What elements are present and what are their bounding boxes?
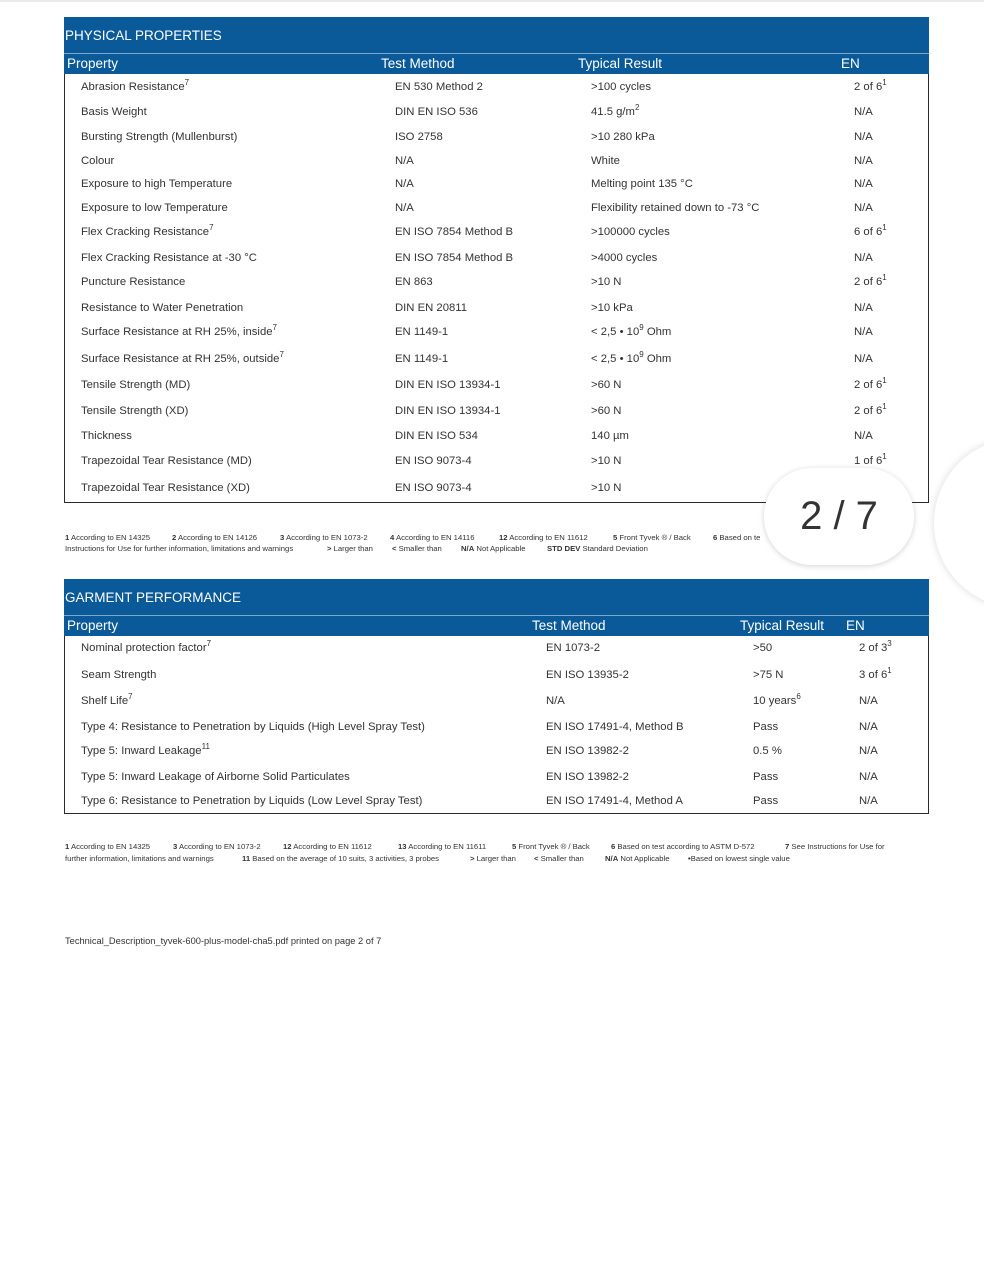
en-cell: 6 of $6^1$ [854,223,887,238]
test-method-cell: DIN EN ISO 534 [395,430,478,442]
page-indicator: 2 / 7 [764,468,914,565]
typical-result-cell: Melting point 135 °C [591,178,693,190]
property-cell: Puncture Resistance [81,276,186,288]
footnote-item: > Larger than [327,544,373,553]
en-cell: N/A [854,178,873,190]
test-method-cell: EN 1149-1 [395,326,449,338]
footnote-item: 3 According to EN 1073-2 [280,533,368,542]
footnote-item: < Smaller than [534,854,584,863]
typical-result-cell: >75 N [753,669,784,681]
table-header [64,615,929,636]
footnote-item: 12 According to EN 11612 [283,842,372,851]
en-cell: 2 of $3^3$ [859,639,892,654]
next-page-handle[interactable] [934,438,984,608]
property-cell: Type 5: Inward Leakage of Airborne Solid Particulates [81,771,350,783]
footnote-item: 11 Based on the average of 10 suits, 3 activities, 3 probes [242,854,440,863]
property-cell: Bursting Strength (Mullenburst) [81,131,238,143]
typical-result-cell: >10 kPa [591,302,633,314]
footnote-item: 6 Based on te [713,533,761,542]
en-cell: N/A [854,106,873,118]
header-test-method: Test Method [381,56,455,71]
property-cell: Nominal protection factor$^7$ [81,639,212,654]
en-cell: N/A [854,202,873,214]
header-property: Property [67,56,119,71]
test-method-cell: EN ISO 17491-4, Method B [546,721,684,733]
property-cell: Surface Resistance at RH 25%, inside$^7$ [81,323,277,338]
test-method-cell: ISO 2758 [395,131,443,143]
footnote-item: •Based on lowest single value [688,854,790,863]
typical-result-cell: < 2,5 • $10^9$ Ohm [591,350,672,365]
en-cell: 3 of $6^1$ [859,666,892,681]
typical-result-cell: >4000 cycles [591,252,658,264]
property-cell: Thickness [81,430,132,442]
typical-result-cell: >10 N [591,455,622,467]
footnote-item: > Larger than [470,854,516,863]
footnote-item: 12 According to EN 11612 [499,533,588,542]
en-cell: N/A [854,353,873,365]
footnote-item: 2 According to EN 14126 [172,533,258,542]
typical-result-cell: 0.5 % [753,745,782,757]
property-cell: Exposure to high Temperature [81,178,233,190]
property-cell: Shelf Life$^7$ [81,692,133,707]
typical-result-cell: >60 N [591,379,622,391]
typical-result-cell: Pass [753,721,779,733]
property-cell: Trapezoidal Tear Resistance (MD) [81,455,252,467]
en-cell: N/A [859,795,878,807]
test-method-cell: EN 1073-2 [546,642,601,654]
typical-result-cell: Pass [753,771,779,783]
test-method-cell: EN ISO 13935-2 [546,669,629,681]
en-cell: 2 of $6^1$ [854,78,887,93]
test-method-cell: N/A [395,155,414,167]
typical-result-cell: >60 N [591,405,622,417]
en-cell: 2 of $6^1$ [854,273,887,288]
en-cell: N/A [859,745,878,757]
en-cell: 2 of $6^1$ [854,376,887,391]
footnote-item: 5 Front Tyvek ® / Back [613,533,691,542]
table-header [64,53,929,74]
footnote-item: < Smaller than [392,544,442,553]
test-method-cell: EN ISO 7854 Method B [395,226,514,238]
property-cell: Tensile Strength (MD) [81,379,191,391]
property-cell: Basis Weight [81,106,147,118]
en-cell: N/A [859,695,878,707]
en-cell: N/A [854,326,873,338]
typical-result-cell: >10 280 kPa [591,131,655,143]
property-cell: Flex Cracking Resistance at -30 °C [81,252,257,264]
typical-result-cell: 10 years$^6$ [753,692,801,707]
header-typical-result: Typical Result [578,56,663,71]
property-cell: Type 5: Inward Leakage$^{11}$ [81,742,210,757]
footnote-item: 7 See Instructions for Use for [785,842,885,851]
test-method-cell: DIN EN 20811 [395,302,468,314]
en-cell: 2 of $6^1$ [854,402,887,417]
footnote-item: 5 Front Tyvek ® / Back [512,842,590,851]
section-title: PHYSICAL PROPERTIES [64,17,929,53]
test-method-cell: EN 863 [395,276,433,288]
test-method-cell: EN ISO 13982-2 [546,745,629,757]
header-property: Property [67,618,119,633]
en-cell: 1 of $6^1$ [854,452,887,467]
footnote-item: 1 According to EN 14325 [65,842,151,851]
garment-performance-section [64,579,929,814]
property-cell: Colour [81,155,115,167]
test-method-cell: DIN EN ISO 13934-1 [395,379,501,391]
footnote-item: further information, limitations and warnings [65,854,214,863]
footnote-item: 13 According to EN 11611 [398,842,487,851]
test-method-cell: EN 1149-1 [395,353,449,365]
footnote-item: N/A Not Applicable [605,854,670,863]
property-cell: Abrasion Resistance$^7$ [81,78,190,93]
test-method-cell: DIN EN ISO 13934-1 [395,405,501,417]
typical-result-cell: >50 [753,642,773,654]
property-cell: Type 4: Resistance to Penetration by Liquids (High Level Spray Test) [81,721,425,733]
physical-properties-table [64,74,929,503]
typical-result-cell: >100000 cycles [591,226,670,238]
footnote-item: STD DEV Standard Deviation [547,544,648,553]
test-method-cell: N/A [546,695,565,707]
en-cell: N/A [854,430,873,442]
property-cell: Resistance to Water Penetration [81,302,244,314]
property-cell: Seam Strength [81,669,157,681]
en-cell: N/A [854,131,873,143]
test-method-cell: EN ISO 9073-4 [395,455,472,467]
typical-result-cell: Pass [753,795,779,807]
test-method-cell: EN ISO 17491-4, Method A [546,795,683,807]
section-title: GARMENT PERFORMANCE [64,579,929,615]
footnote-item: N/A Not Applicable [461,544,526,553]
header-test-method: Test Method [532,618,606,633]
test-method-cell: N/A [395,202,414,214]
header-typical-result: Typical Result [740,618,825,633]
test-method-cell: EN ISO 13982-2 [546,771,629,783]
property-cell: Flex Cracking Resistance$^7$ [81,223,214,238]
typical-result-cell: 41.5 $g/m^2$ [591,103,640,118]
en-cell: N/A [854,155,873,167]
footnote-item: 3 According to EN 1073-2 [173,842,261,851]
footnote-item: 1 According to EN 14325 [65,533,151,542]
header-en: EN [846,618,865,633]
test-method-cell: EN ISO 7854 Method B [395,252,514,264]
en-cell: N/A [859,721,878,733]
test-method-cell: EN 530 Method 2 [395,81,483,93]
footnote-item: 6 Based on test according to ASTM D-572 [611,842,755,851]
header-en: EN [841,56,860,71]
typical-result-cell: >100 cycles [591,81,651,93]
test-method-cell: DIN EN ISO 536 [395,106,478,118]
typical-result-cell: White [591,155,620,167]
typical-result-cell: >10 N [591,482,622,494]
typical-result-cell: < 2,5 • $10^9$ Ohm [591,323,672,338]
garment-performance-table [64,636,929,814]
top-divider [0,0,984,2]
en-cell: N/A [854,252,873,264]
en-cell: N/A [859,771,878,783]
property-cell: Type 6: Resistance to Penetration by Liquids (Low Level Spray Test) [81,795,423,807]
test-method-cell: N/A [395,178,414,190]
property-cell: Trapezoidal Tear Resistance (XD) [81,482,250,494]
typical-result-cell: Flexibility retained down to -73 °C [591,202,760,214]
printed-footer: Technical_Description_tyvek-600-plus-model-cha5.pdf printed on page 2 of 7 [65,936,382,946]
property-cell: Exposure to low Temperature [81,202,228,214]
property-cell: Tensile Strength (XD) [81,405,189,417]
en-cell: N/A [854,302,873,314]
property-cell: Surface Resistance at RH 25%, outside$^7$ [81,350,284,365]
footnote-item: Instructions for Use for further information, limitations and warnings [65,544,294,553]
typical-result-cell: >10 N [591,276,622,288]
physical-properties-section [64,17,929,503]
test-method-cell: EN ISO 9073-4 [395,482,472,494]
typical-result-cell: 140 µm [591,430,629,442]
footnote-item: 4 According to EN 14116 [390,533,475,542]
